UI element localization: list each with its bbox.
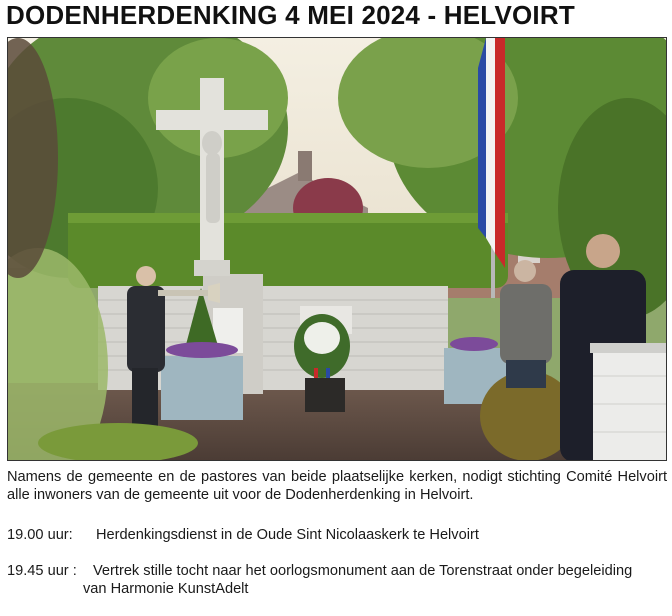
war-memorial-photo — [7, 37, 667, 461]
schedule-description-continued: van Harmonie KunstAdelt — [83, 581, 249, 597]
hedge — [68, 213, 508, 288]
schedule-time: 19.45 uur : — [7, 563, 77, 579]
schedule-description: Vertrek stille tocht naar het oorlogsmonument aan de Torenstraat onder begeleiding — [93, 563, 633, 579]
planter — [161, 356, 243, 420]
flag — [495, 38, 505, 268]
schedule-description: Herdenkingsdienst in de Oude Sint Nicolaaskerk te Helvoirt — [96, 527, 479, 543]
schedule-time: 19.00 uur: — [7, 527, 73, 543]
page-title: DODENHERDENKING 4 MEI 2024 - HELVOIRT — [6, 0, 575, 30]
intro-paragraph: Namens de gemeente en de pastores van beide plaatselijke kerken, nodigt stichting Comité Helvoirt alle inwoners van de gemeente uit voor de Dodenherdenking in Helvoirt. — [7, 469, 667, 503]
